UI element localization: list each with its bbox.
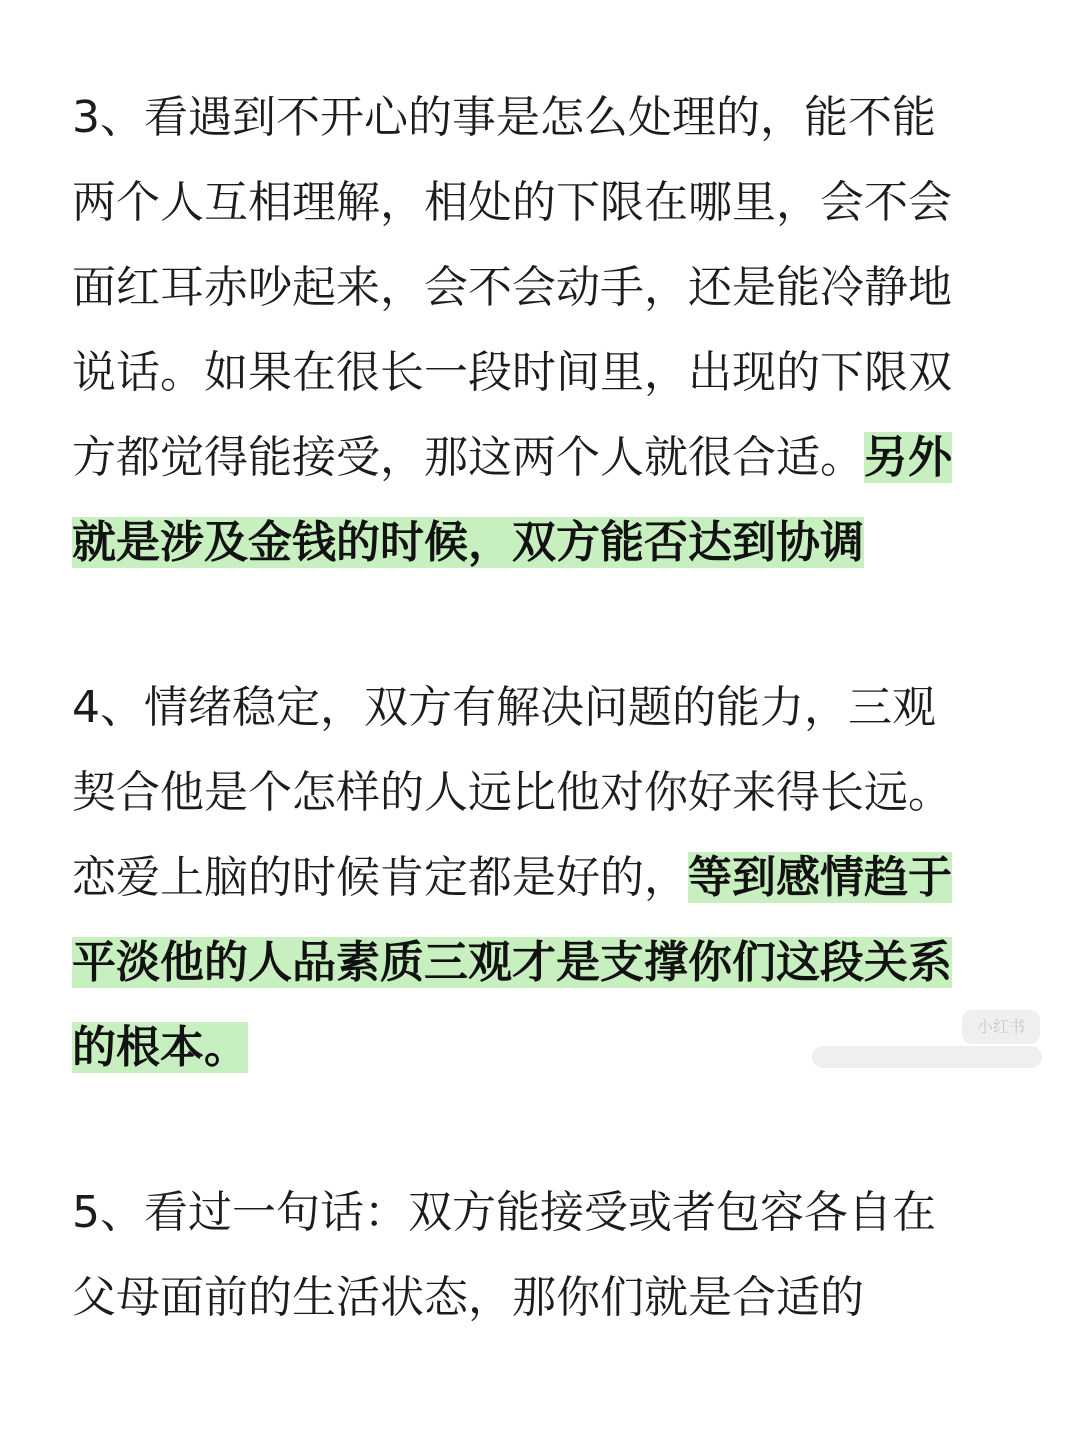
line-text: 4、情绪稳定，双方有解决问题的能力，三观: [72, 682, 936, 733]
text-line: [72, 501, 1032, 585]
line-text: 父母面前的生活状态，那你们就是合适的: [72, 1272, 864, 1323]
highlighted-text: 的根本。: [72, 1022, 248, 1073]
line-text: 契合他是个怎样的人远比他对你好来得长远。: [72, 767, 952, 818]
text-line: [72, 921, 1032, 1005]
text-line: [72, 666, 1032, 750]
highlighted-text: 等到感情趋于: [688, 852, 952, 903]
highlighted-text: 平淡他的人品素质三观才是支撑你们这段关系: [72, 937, 952, 988]
line-text: 两个人互相理解，相处的下限在哪里，会不会: [72, 177, 952, 228]
line-text: 方都觉得能接受，那这两个人就很合适。: [72, 432, 864, 483]
text-line: [72, 76, 1032, 160]
line-text: 面红耳赤吵起来，会不会动手，还是能冷静地: [72, 262, 952, 313]
line-text: 恋爱上脑的时候肯定都是好的，: [72, 852, 688, 903]
text-line: [72, 1256, 1032, 1340]
text-line: [72, 246, 1032, 330]
line-text: 说话。如果在很长一段时间里，出现的下限双: [72, 347, 952, 398]
text-line: [72, 331, 1032, 415]
text-line: [72, 416, 1032, 500]
text-line: [72, 1171, 1032, 1255]
highlighted-text: 另外: [864, 432, 952, 483]
watermark-strip: [812, 1046, 1042, 1068]
highlighted-text: 就是涉及金钱的时候，双方能否达到协调: [72, 517, 864, 568]
line-text: 3、看遇到不开心的事是怎么处理的，能不能: [72, 92, 936, 143]
text-line: [72, 161, 1032, 245]
text-line: [72, 836, 1032, 920]
watermark-logo: 小红书: [962, 1010, 1040, 1044]
line-text: 5、看过一句话：双方能接受或者包容各自在: [72, 1187, 936, 1238]
text-line: [72, 751, 1032, 835]
